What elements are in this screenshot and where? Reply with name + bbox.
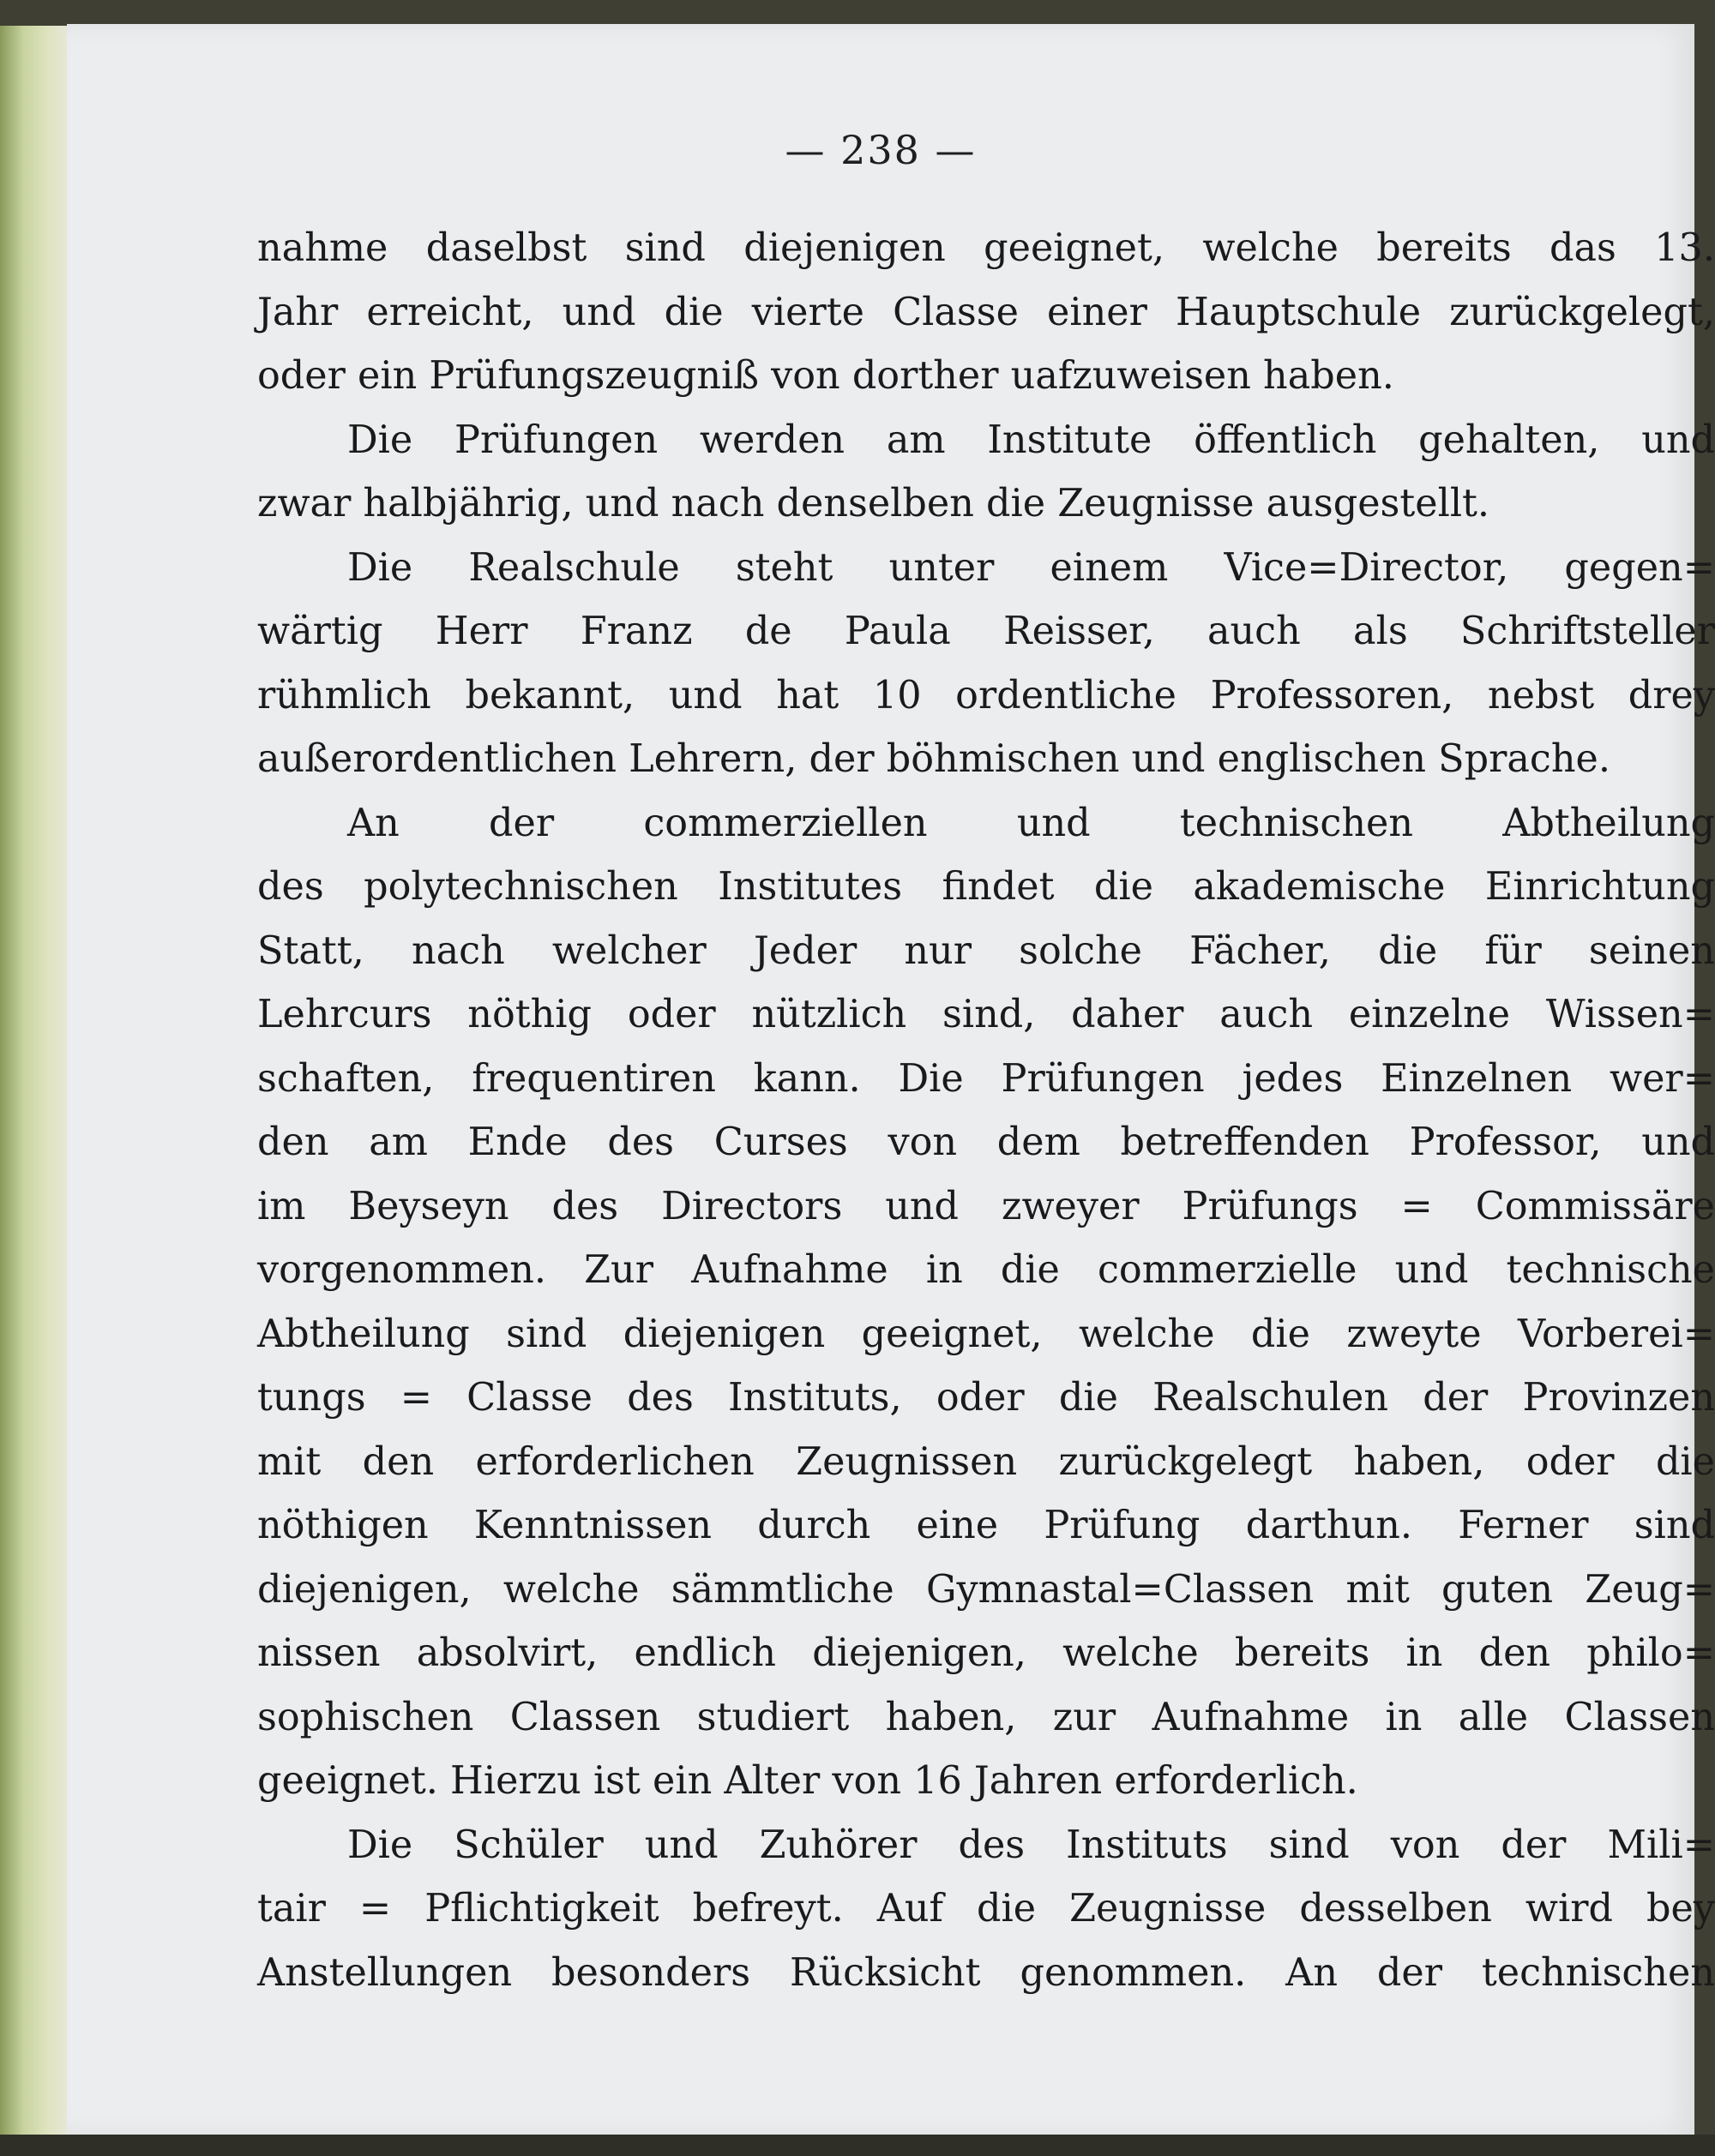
scan-bottom-edge: [0, 2135, 1715, 2156]
text-line: mit den erforderlichen Zeugnissen zurückgelegt haben, oder die: [257, 1439, 1715, 1484]
text-line: geeignet. Hierzu ist ein Alter von 16 Jahren erforderlich.: [257, 1759, 1358, 1803]
text-line: tair = Pflichtigkeit befreyt. Auf die Zeugnisse desselben wird bey: [257, 1887, 1715, 1931]
text-line: nöthigen Kenntnissen durch eine Prüfung darthun. Ferner sind: [257, 1504, 1715, 1547]
text-line: nahme daselbst sind diejenigen geeignet, welche bereits das 13.: [257, 226, 1715, 270]
text-line: zwar halbjährig, und nach denselben die Zeugnisse ausgestellt.: [257, 482, 1490, 525]
text-line: den am Ende des Curses von dem betreffenden Professor, und: [257, 1120, 1715, 1164]
page-number: — 238 —: [785, 127, 977, 173]
body-text: [257, 217, 1715, 2005]
text-line: nissen absolvirt, endlich diejenigen, welche bereits in den philo=: [257, 1631, 1715, 1675]
text-line: schaften, frequentiren kann. Die Prüfungen jedes Einzelnen wer=: [257, 1056, 1715, 1101]
text-line: Anstellungen besonders Rücksicht genommen. An der technischen: [257, 1950, 1715, 1995]
text-line: des polytechnischen Institutes findet die akademische Einrichtung: [257, 865, 1715, 909]
text-line: oder ein Prüfungszeugniß von dorther uafzuweisen haben.: [257, 354, 1394, 398]
text-line: Die Schüler und Zuhörer des Instituts sind von der Mili=: [347, 1823, 1715, 1867]
text-line: Jahr erreicht, und die vierte Classe einer Hauptschule zurückgelegt,: [257, 290, 1715, 334]
text-line: tungs = Classe des Instituts, oder die Realschulen der Provinzen: [257, 1376, 1715, 1420]
text-line: sophischen Classen studiert haben, zur Aufnahme in alle Classen: [257, 1695, 1715, 1739]
text-line: diejenigen, welche sämmtliche Gymnastal=Classen mit guten Zeug=: [257, 1567, 1715, 1612]
text-line: vorgenommen. Zur Aufnahme in die commerzielle und technische: [257, 1248, 1715, 1292]
text-line: im Beyseyn des Directors und zweyer Prüfungs = Commissäre: [257, 1184, 1715, 1228]
text-line: Die Prüfungen werden am Institute öffentlich gehalten, und: [347, 417, 1715, 462]
text-line: rühmlich bekannt, und hat 10 ordentliche Professoren, nebst drey: [257, 673, 1715, 718]
text-line: Die Realschule steht unter einem Vice=Director, gegen=: [347, 545, 1715, 590]
book-page: [67, 24, 1715, 2135]
text-line: Statt, nach welcher Jeder nur solche Fächer, die für seinen: [257, 928, 1715, 973]
book-page-edge: [0, 26, 69, 2143]
text-line: Abtheilung sind diejenigen geeignet, welche die zweyte Vorberei=: [257, 1312, 1715, 1356]
text-line: An der commerziellen und technischen Abtheilung: [347, 801, 1715, 845]
text-line: Lehrcurs nöthig oder nützlich sind, daher auch einzelne Wissen=: [257, 993, 1715, 1036]
text-line: außerordentlichen Lehrern, der böhmischen und englischen Sprache.: [257, 737, 1610, 781]
text-line: wärtig Herr Franz de Paula Reisser, auch als Schriftsteller: [257, 610, 1715, 653]
